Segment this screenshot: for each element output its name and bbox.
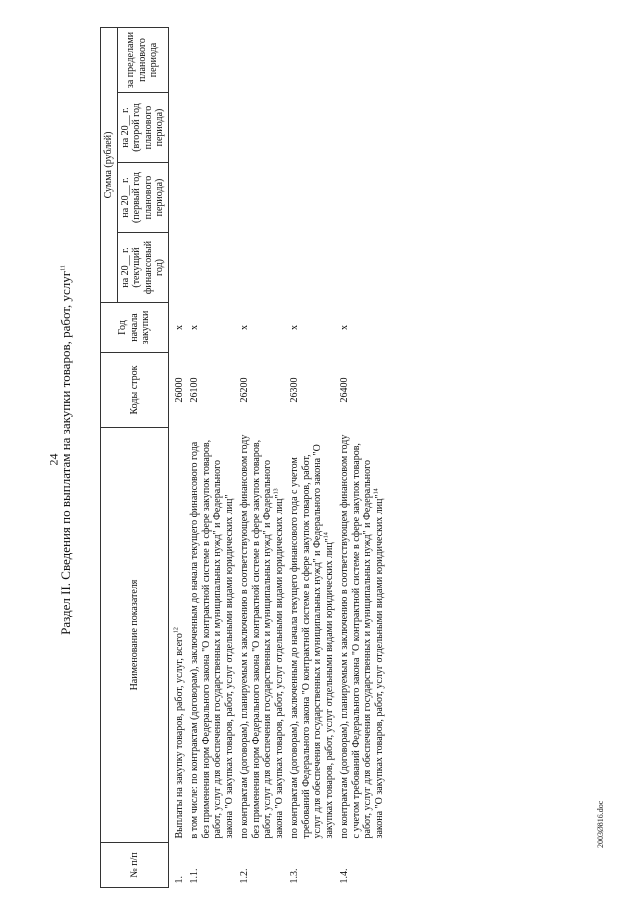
row-sum-second-plan — [187, 93, 237, 163]
row-sum-current — [287, 233, 337, 303]
row-footnote: 14 — [323, 532, 330, 539]
row-sum-beyond — [237, 27, 287, 92]
row-name-text: Выплаты на закупку товаров, работ, услуг, всего — [173, 633, 185, 839]
row-year: x — [289, 325, 300, 330]
row-footnote: 12 — [173, 627, 180, 634]
row-name — [237, 428, 287, 843]
row-name — [287, 428, 337, 843]
row-name-text: по контрактам (договорам), планируемым к заключению в соответствующем финансовом году без применения норм Федерального закона "О контрактной системе в сфере закупок товаров, работ, услуг для обеспечения государственных и муниципальных нужд" и Федерального закона "О закупках товаров, работ, услуг отдельными видами юридических лиц" — [239, 434, 285, 839]
row-sum-second-plan — [337, 93, 387, 163]
header-num: № п/п — [101, 843, 169, 888]
header-sum-second-plan: на 20__ г. (второй год планового периода) — [117, 93, 168, 163]
table-row — [287, 27, 337, 887]
row-year: x — [339, 325, 350, 330]
row-year: x — [173, 325, 185, 330]
row-sum-second-plan — [168, 93, 187, 163]
row-code: 26100 — [189, 377, 200, 403]
table-row — [168, 27, 187, 887]
row-num: 1.3. — [289, 868, 300, 884]
row-sum-first-plan — [337, 163, 387, 233]
header-sum-beyond: за пределами планового периода — [117, 27, 168, 92]
row-footnote: 13 — [273, 488, 280, 495]
row-sum-first-plan — [287, 163, 337, 233]
row-sum-beyond — [287, 27, 337, 92]
row-num: 1.2. — [239, 868, 250, 884]
page-number: 24 — [46, 453, 61, 466]
section-title-text: Раздел II. Сведения по выплатам на закупки товаров, работ, услуг — [58, 270, 73, 635]
row-year: x — [189, 325, 200, 330]
row-sum-current — [237, 233, 287, 303]
row-year: x — [239, 325, 250, 330]
row-sum-current — [337, 233, 387, 303]
row-footnote: 14 — [373, 488, 380, 495]
section-title-footnote: 11 — [60, 265, 67, 271]
row-sum-current — [187, 233, 237, 303]
section-title — [58, 100, 74, 800]
row-sum-first-plan — [187, 163, 237, 233]
row-sum-current — [168, 233, 187, 303]
header-sum-current: на 20__ г. (текущий финансовый год) — [117, 233, 168, 303]
table-row — [187, 27, 237, 887]
rotated-table-wrapper — [100, 28, 600, 888]
row-name — [168, 428, 187, 843]
row-num: 1.1. — [189, 868, 200, 884]
row-num: 1.4. — [339, 868, 350, 884]
row-sum-first-plan — [168, 163, 187, 233]
table-row — [237, 27, 287, 887]
payments-table — [100, 27, 387, 888]
row-name — [187, 428, 237, 843]
row-sum-second-plan — [287, 93, 337, 163]
row-name — [337, 428, 387, 843]
row-sum-beyond — [187, 27, 237, 92]
row-num: 1. — [173, 876, 185, 884]
row-code: 26000 — [173, 377, 185, 403]
row-name-text: по контрактам (договорам), планируемым к заключению в соответствующем финансовом году с учетом требований Федерального закона "О контрактной системе в сфере закупок товаров, работ, услуг для обеспечения государственных и муниципальных нужд" и Федерального закона "О закупках товаров, работ, услуг отдельными видами юридических лиц" — [339, 434, 385, 839]
header-year: Год начала закупки — [101, 303, 169, 353]
file-name: 2003Ø816.doc — [596, 800, 605, 848]
row-sum-beyond — [337, 27, 387, 92]
row-code: 26400 — [339, 377, 350, 403]
row-name-text: в том числе: по контрактам (договорам), заключенным до начала текущего финансового года без применения норм Федерального закона "О контрактной системе в сфере закупок товаров, работ, услуг для обеспечения государственных и муниципальных нужд" и Федерального закона "О закупках товаров, работ, услуг отдельными видами юридических лиц" — [189, 439, 235, 839]
row-code: 26200 — [239, 377, 250, 403]
row-name-text: по контрактам (договорам), заключенным до начала текущего финансового года с учетом требований Федерального закона "О контрактной системе в сфере закупок товаров, работ, услуг для обеспечения государственных и муниципальных нужд" и Федерального закона "О закупках товаров, работ, услуг отдельными видами юридических лиц" — [289, 444, 335, 839]
row-sum-beyond — [168, 27, 187, 92]
row-sum-second-plan — [237, 93, 287, 163]
header-code: Коды строк — [101, 353, 169, 428]
table-row — [337, 27, 387, 887]
row-code: 26300 — [289, 377, 300, 403]
header-sum-group: Сумма (рублей) — [101, 27, 118, 302]
row-sum-first-plan — [237, 163, 287, 233]
header-sum-first-plan: на 20__ г. (первый год планового периода) — [117, 163, 168, 233]
header-name: Наименование показателя — [101, 428, 169, 843]
